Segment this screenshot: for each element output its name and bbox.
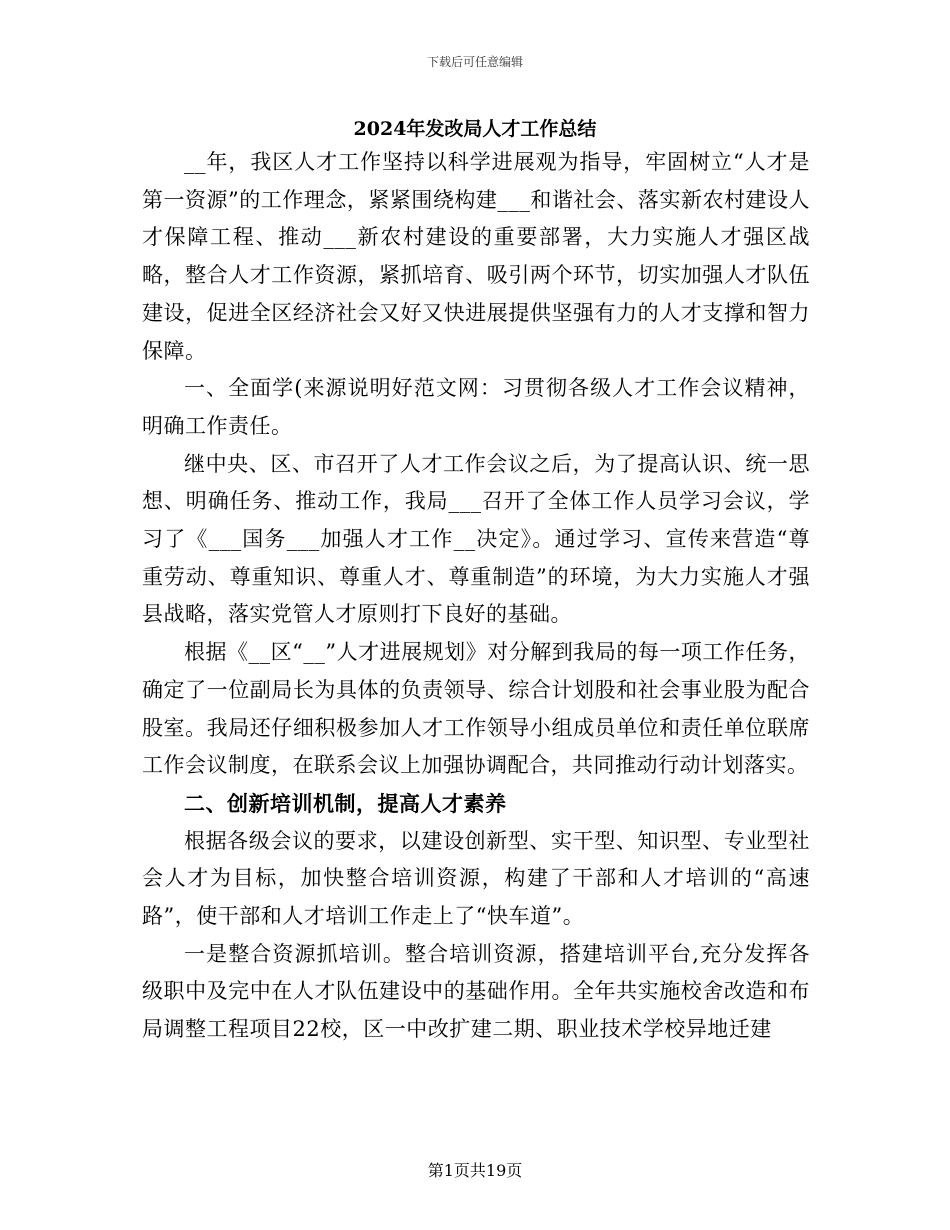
paragraph-training: 根据各级会议的要求，以建设创新型、实干型、知识型、专业型社会人才为目标，加快整合培训资源，构建了干部和人才培训的“高速路”，使干部和人才培训工作走上了“快车道”。 <box>142 828 810 929</box>
paragraph-meeting: 继中央、区、市召开了人才工作会议之后，为了提高认识、统一思想、明确任务、推动工作，我局___召开了全体工作人员学习会议，学习了《___国务___加强人才工作__决定》。通过学习、宣传来营造“尊重劳动、尊重知识、尊重人才、尊重制造”的环境，为大力实施人才强县战略，落实党管人才原则打下良好的基础。 <box>142 451 810 627</box>
section-heading-two: 二、创新培训机制，提高人才素养 <box>184 790 507 816</box>
page-footer: 第1页共19页 <box>427 1161 523 1180</box>
paragraph-plan: 根据《__区“__”人才进展规划》对分解到我局的每一项工作任务，确定了一位副局长为具体的负责领导、综合计划股和社会事业股为配合股室。我局还仔细积极参加人才工作领导小组成员单位和责任单位联席工作会议制度，在联系会议上加强协调配合，共同推动行动计划落实。 <box>142 640 810 778</box>
document-body <box>142 144 810 1049</box>
paragraph-resources: 一是整合资源抓培训。整合培训资源，搭建培训平台,充分发挥各级职中及完中在人才队伍建设中的基础作用。全年共实施校舍改造和布局调整工程项目22校，区一中改扩建二期、职业技术学校异地迁建 <box>142 941 810 1042</box>
document-title: 2024年发改局人才工作总结 <box>353 118 597 140</box>
header-note: 下载后可任意编辑 <box>426 55 523 69</box>
paragraph-intro: __年，我区人才工作坚持以科学进展观为指导，牢固树立“人才是第一资源”的工作理念，紧紧围绕构建___和谐社会、落实新农村建设人才保障工程、推动___新农村建设的重要部署，大力实施人才强区战略，整合人才工作资源，紧抓培育、吸引两个环节，切实加强人才队伍建设，促进全区经济社会又好又快进展提供坚强有力的人才支撑和智力保障。 <box>142 150 810 363</box>
paragraph-section-one: 一、全面学(来源说明好范文网：习贯彻各级人才工作会议精神，明确工作责任。 <box>142 376 810 438</box>
